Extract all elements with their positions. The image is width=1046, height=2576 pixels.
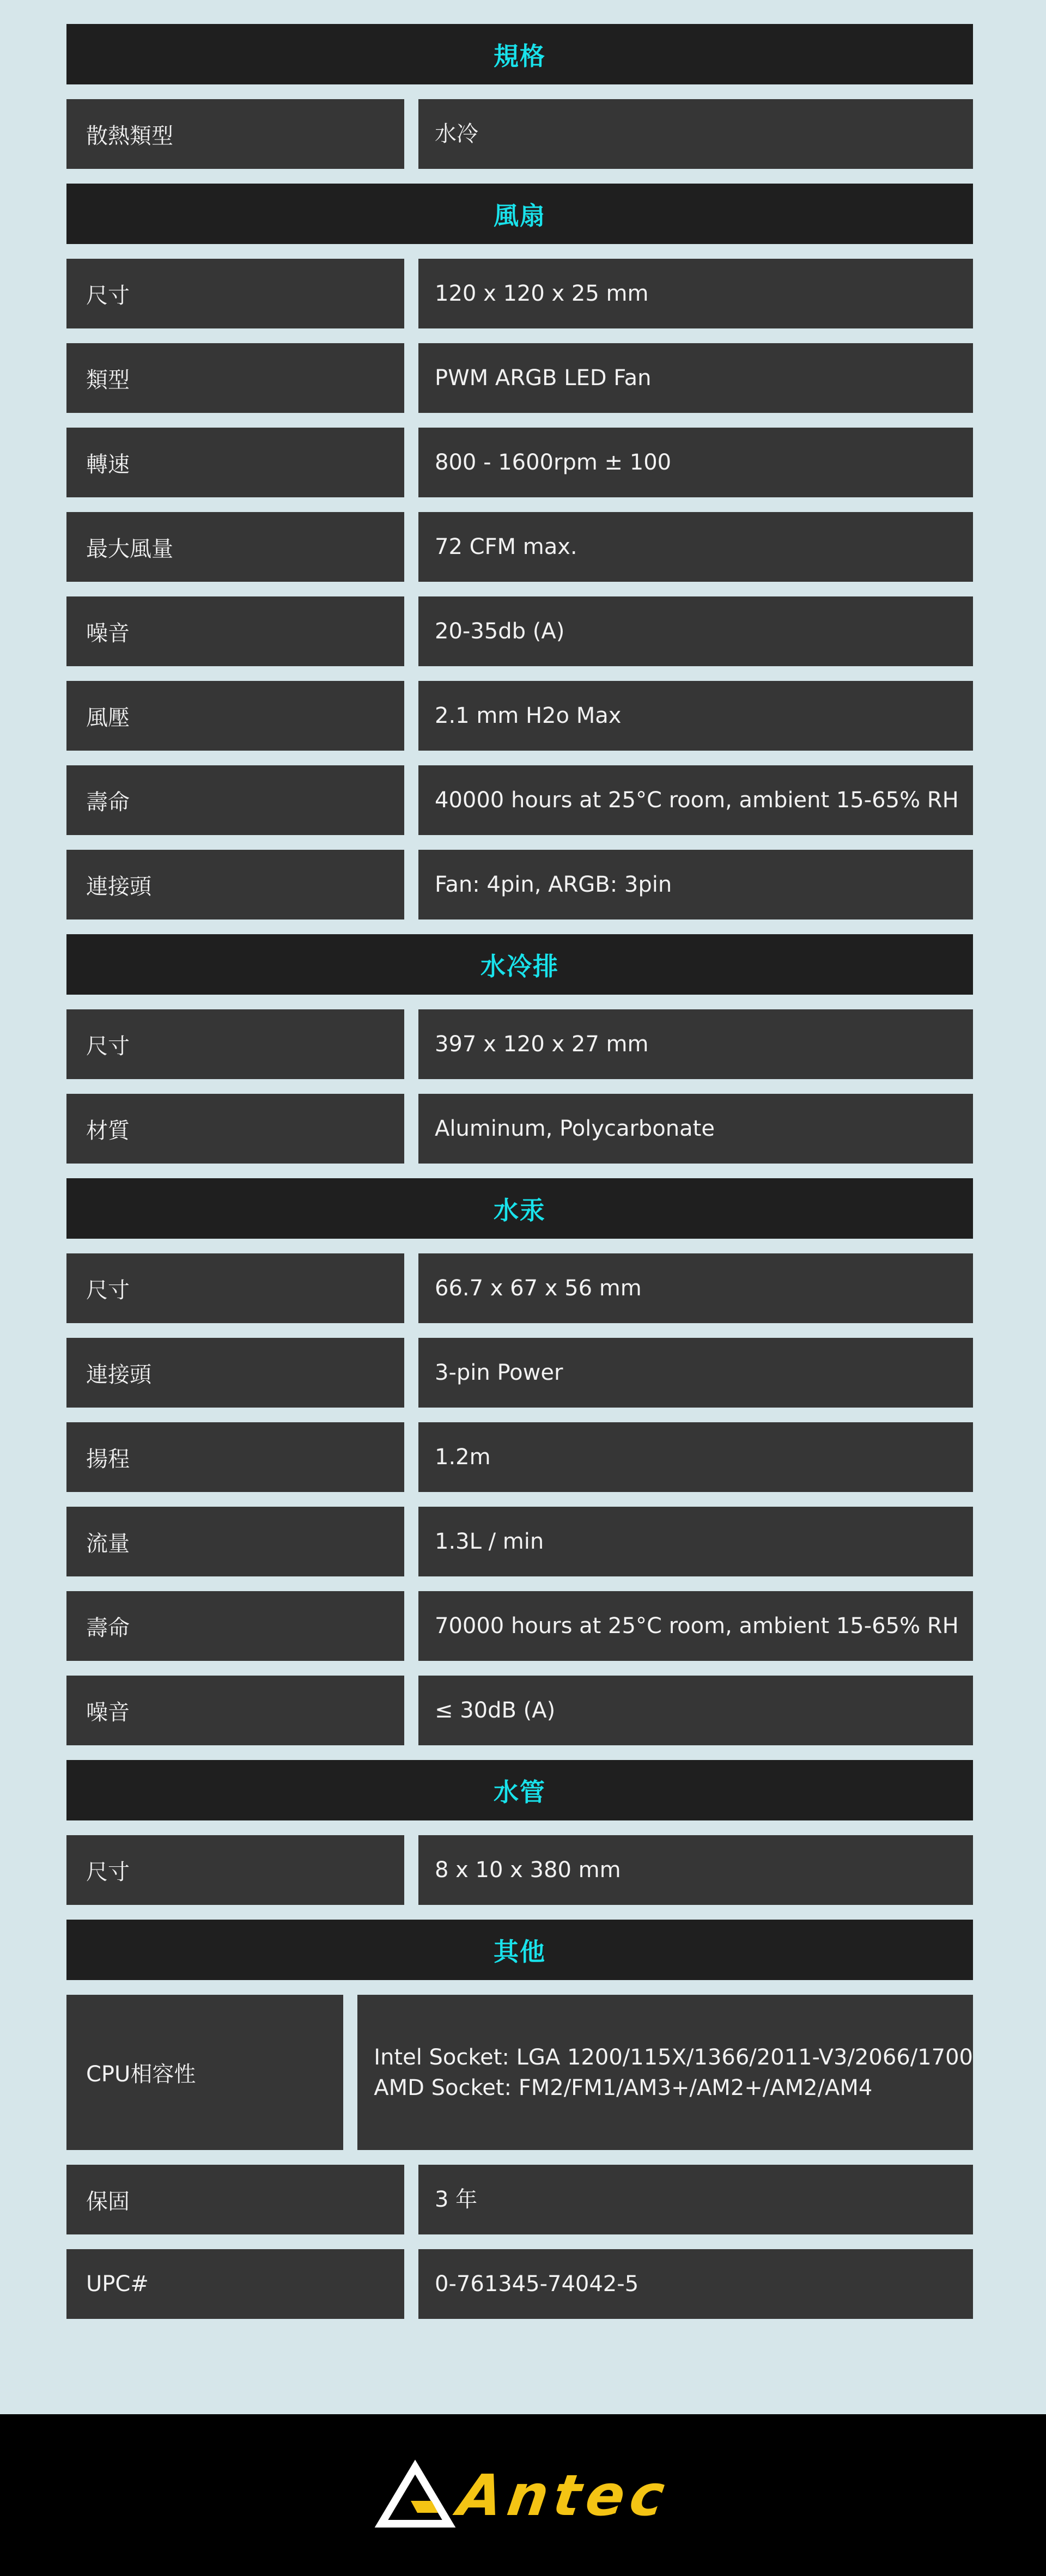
spec-label: 壽命: [66, 1591, 404, 1661]
brand-name: Antec: [454, 2462, 674, 2529]
spec-value-line: 70000 hours at 25°C room, ambient 15-65% RH: [435, 1613, 959, 1639]
spec-row: [66, 1253, 973, 1323]
spec-value-line: 40000 hours at 25°C room, ambient 15-65% RH: [435, 788, 959, 813]
spec-value: [418, 765, 973, 835]
spec-value: [418, 343, 973, 413]
section-header: 其他: [66, 1920, 973, 1980]
spec-value: [418, 850, 973, 919]
spec-value-line: 2.1 mm H2o Max: [435, 703, 622, 728]
spec-value-line: 800 - 1600rpm ± 100: [435, 450, 672, 475]
spec-label: 轉速: [66, 428, 404, 497]
spec-row: [66, 428, 973, 497]
spec-label: 尺寸: [66, 259, 404, 328]
section-header: 風扇: [66, 184, 973, 244]
spec-value: [418, 1591, 973, 1661]
spec-value: [418, 681, 973, 751]
spec-value-line: Aluminum, Polycarbonate: [435, 1116, 715, 1141]
spec-label: UPC#: [66, 2249, 404, 2319]
spec-value: [418, 1009, 973, 1079]
spec-value-line: ≤ 30dB (A): [435, 1698, 556, 1723]
spec-row: [66, 765, 973, 835]
spec-row: [66, 1422, 973, 1492]
spec-value: [418, 596, 973, 666]
spec-row: [66, 850, 973, 919]
spec-value-line: Fan: 4pin, ARGB: 3pin: [435, 872, 672, 897]
spec-row: [66, 681, 973, 751]
spec-value: [418, 2165, 973, 2234]
spec-value: [418, 1422, 973, 1492]
spec-row: [66, 259, 973, 328]
spec-label: 尺寸: [66, 1009, 404, 1079]
spec-value-line: 120 x 120 x 25 mm: [435, 281, 649, 306]
spec-row: [66, 2249, 973, 2319]
spec-value-line: 0-761345-74042-5: [435, 2271, 639, 2297]
spec-row: [66, 1591, 973, 1661]
spec-row: [66, 1009, 973, 1079]
spec-value: [418, 99, 973, 169]
spec-value: [418, 1507, 973, 1576]
spec-value: [418, 512, 973, 582]
spec-value: [418, 1094, 973, 1164]
spec-label: 噪音: [66, 596, 404, 666]
spec-value-line: PWM ARGB LED Fan: [435, 366, 652, 391]
spec-label: 壽命: [66, 765, 404, 835]
spec-row: [66, 343, 973, 413]
spec-row: [66, 1094, 973, 1164]
spec-row: [66, 512, 973, 582]
spec-label: 噪音: [66, 1676, 404, 1745]
spec-row: [66, 1338, 973, 1408]
spec-row: [66, 1676, 973, 1745]
spec-value: [418, 259, 973, 328]
spec-row: [66, 1995, 973, 2150]
antec-logo: [377, 2462, 674, 2529]
spec-value-line: 3 年: [435, 2187, 478, 2212]
footer: [0, 2414, 1046, 2576]
spec-value-line: 3-pin Power: [435, 1360, 563, 1385]
spec-label: 尺寸: [66, 1835, 404, 1905]
spec-row: [66, 1507, 973, 1576]
spec-label: 尺寸: [66, 1253, 404, 1323]
spec-table: [66, 24, 973, 2334]
spec-label: 流量: [66, 1507, 404, 1576]
spec-value-line: 20-35db (A): [435, 619, 565, 644]
spec-value: [357, 1995, 973, 2150]
spec-label: 風壓: [66, 681, 404, 751]
spec-value-line: 72 CFM max.: [435, 534, 577, 559]
spec-label: 最大風量: [66, 512, 404, 582]
section-header: 規格: [66, 24, 973, 84]
spec-value-line: 8 x 10 x 380 mm: [435, 1858, 621, 1883]
spec-row: [66, 2165, 973, 2234]
spec-label: 類型: [66, 343, 404, 413]
spec-row: [66, 99, 973, 169]
spec-label: 散熱類型: [66, 99, 404, 169]
spec-value-line: 水冷: [435, 121, 478, 147]
spec-value-line: 1.2m: [435, 1445, 491, 1470]
spec-value-line: Intel Socket: LGA 1200/115X/1366/2011-V3/2066/1700: [374, 2044, 973, 2070]
section-header: 水冷排: [66, 934, 973, 995]
spec-label: 揚程: [66, 1422, 404, 1492]
spec-row: [66, 1835, 973, 1905]
section-header: 水管: [66, 1760, 973, 1820]
spec-label: CPU相容性: [66, 1995, 343, 2150]
spec-value-line: AMD Socket: FM2/FM1/AM3+/AM2+/AM2/AM4: [374, 2075, 873, 2100]
spec-row: [66, 596, 973, 666]
spec-value: [418, 1835, 973, 1905]
spec-value: [418, 428, 973, 497]
spec-value-line: 1.3L / min: [435, 1529, 544, 1554]
spec-value: [418, 2249, 973, 2319]
spec-label: 連接頭: [66, 850, 404, 919]
spec-value: [418, 1676, 973, 1745]
spec-value-line: 66.7 x 67 x 56 mm: [435, 1276, 642, 1301]
antec-logo-mark-icon: [377, 2463, 453, 2528]
spec-label: 連接頭: [66, 1338, 404, 1408]
spec-label: 材質: [66, 1094, 404, 1164]
spec-value: [418, 1253, 973, 1323]
section-header: 水汞: [66, 1178, 973, 1239]
spec-value-line: 397 x 120 x 27 mm: [435, 1032, 649, 1057]
spec-label: 保固: [66, 2165, 404, 2234]
spec-value: [418, 1338, 973, 1408]
